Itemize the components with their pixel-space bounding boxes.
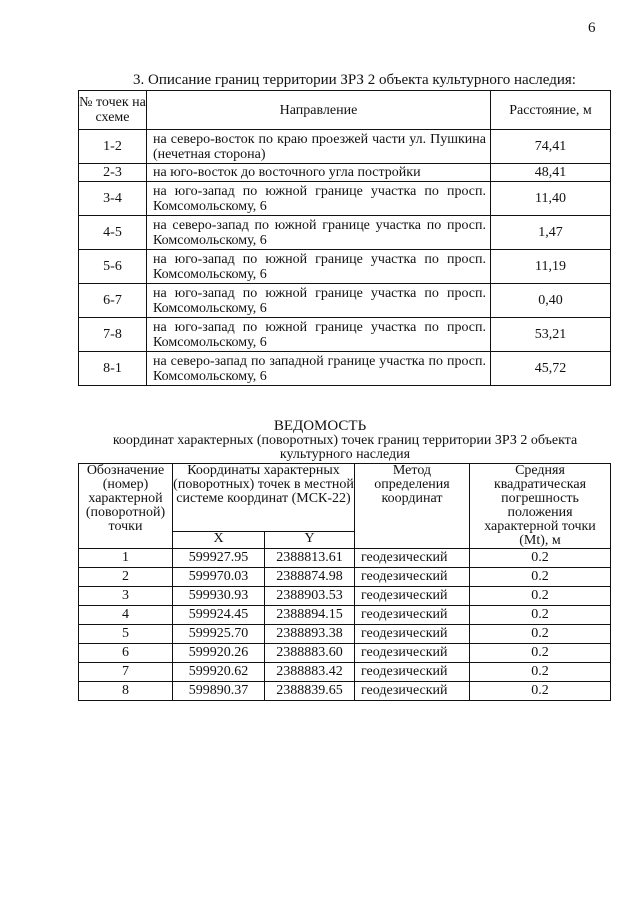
table-row [79, 164, 611, 182]
points-cell: 5-6 [79, 250, 147, 284]
distance-cell: 1,47 [491, 216, 611, 250]
section-title: 3. Описание границ территории ЗРЗ 2 объекта культурного наследия: [133, 72, 576, 88]
x-cell: 599930.93 [173, 587, 265, 606]
points-header: № точек на схеме [79, 91, 147, 130]
x-cell: 599920.62 [173, 663, 265, 682]
table-row [79, 352, 611, 386]
distance-cell: 45,72 [491, 352, 611, 386]
table-header-row [79, 91, 611, 130]
table-header-row [79, 464, 611, 532]
direction-cell: на северо-запад по южной границе участка по просп. Комсомольскому, 6 [147, 216, 491, 250]
table-row [79, 549, 611, 568]
x-cell: 599924.45 [173, 606, 265, 625]
table-row [79, 625, 611, 644]
distance-header: Расстояние, м [491, 91, 611, 130]
direction-cell: на северо-запад по западной границе участка по просп. Комсомольскому, 6 [147, 352, 491, 386]
point-number-cell: 6 [79, 644, 173, 663]
y-cell: 2388874.98 [265, 568, 355, 587]
points-cell: 1-2 [79, 130, 147, 164]
y-cell: 2388883.60 [265, 644, 355, 663]
direction-cell: на юго-запад по южной границе участка по просп. Комсомольскому, 6 [147, 182, 491, 216]
y-cell: 2388894.15 [265, 606, 355, 625]
mt-cell: 0.2 [470, 644, 611, 663]
point-number-cell: 4 [79, 606, 173, 625]
mt-cell: 0.2 [470, 587, 611, 606]
boundary-description-table [78, 90, 611, 386]
y-cell: 2388903.53 [265, 587, 355, 606]
coordinates-table [78, 463, 611, 701]
method-cell: геодезический [355, 568, 470, 587]
table-row [79, 568, 611, 587]
mt-cell: 0.2 [470, 568, 611, 587]
x-cell: 599925.70 [173, 625, 265, 644]
method-cell: геодезический [355, 587, 470, 606]
y-cell: 2388839.65 [265, 682, 355, 701]
direction-header: Направление [147, 91, 491, 130]
points-cell: 3-4 [79, 182, 147, 216]
mt-cell: 0.2 [470, 549, 611, 568]
point-number-cell: 1 [79, 549, 173, 568]
mt-cell: 0.2 [470, 663, 611, 682]
mt-cell: 0.2 [470, 606, 611, 625]
table-row [79, 250, 611, 284]
table-row [79, 318, 611, 352]
points-cell: 8-1 [79, 352, 147, 386]
x-cell: 599890.37 [173, 682, 265, 701]
point-number-cell: 5 [79, 625, 173, 644]
points-cell: 7-8 [79, 318, 147, 352]
point-number-cell: 2 [79, 568, 173, 587]
table-row [79, 663, 611, 682]
y-cell: 2388883.42 [265, 663, 355, 682]
table-row [79, 130, 611, 164]
y-cell: 2388893.38 [265, 625, 355, 644]
points-cell: 6-7 [79, 284, 147, 318]
y-cell: 2388813.61 [265, 549, 355, 568]
point-number-cell: 3 [79, 587, 173, 606]
table-row [79, 606, 611, 625]
table-row [79, 682, 611, 701]
direction-cell: на юго-запад по южной границе участка по просп. Комсомольскому, 6 [147, 250, 491, 284]
mt-cell: 0.2 [470, 625, 611, 644]
method-cell: геодезический [355, 682, 470, 701]
direction-cell: на юго-восток до восточного угла постройки [147, 164, 491, 182]
x-cell: 599970.03 [173, 568, 265, 587]
error-header: Средняя квадратическая погрешность положения характерной точки (Mt), м [470, 464, 611, 549]
table-row [79, 644, 611, 663]
x-cell: 599920.26 [173, 644, 265, 663]
distance-cell: 48,41 [491, 164, 611, 182]
point-number-cell: 8 [79, 682, 173, 701]
direction-cell: на юго-запад по южной границе участка по просп. Комсомольскому, 6 [147, 318, 491, 352]
points-cell: 2-3 [79, 164, 147, 182]
register-title: ВЕДОМОСТЬ [273, 418, 367, 434]
direction-cell: на северо-восток по краю проезжей части ул. Пушкина (нечетная сторона) [147, 130, 491, 164]
table-row [79, 216, 611, 250]
distance-cell: 11,40 [491, 182, 611, 216]
method-cell: геодезический [355, 644, 470, 663]
distance-cell: 53,21 [491, 318, 611, 352]
designation-header: Обозначение (номер) характерной (поворотной) точки [79, 464, 173, 549]
points-cell: 4-5 [79, 216, 147, 250]
method-header: Метод определения координат [355, 464, 470, 549]
mt-cell: 0.2 [470, 682, 611, 701]
table-row [79, 182, 611, 216]
x-header: X [173, 531, 265, 548]
point-number-cell: 7 [79, 663, 173, 682]
method-cell: геодезический [355, 549, 470, 568]
coordinates-header: Координаты характерных (поворотных) точек в местной системе координат (МСК-22) [173, 464, 355, 532]
table-row [79, 587, 611, 606]
distance-cell: 0,40 [491, 284, 611, 318]
distance-cell: 74,41 [491, 130, 611, 164]
method-cell: геодезический [355, 625, 470, 644]
x-cell: 599927.95 [173, 549, 265, 568]
direction-cell: на юго-запад по южной границе участка по просп. Комсомольскому, 6 [147, 284, 491, 318]
page-number: 6 [588, 20, 596, 36]
method-cell: геодезический [355, 606, 470, 625]
register-subtitle: координат характерных (поворотных) точек границ территории ЗРЗ 2 объекта культурного наследия [112, 433, 578, 462]
method-cell: геодезический [355, 663, 470, 682]
table-row [79, 284, 611, 318]
y-header: Y [265, 531, 355, 548]
distance-cell: 11,19 [491, 250, 611, 284]
